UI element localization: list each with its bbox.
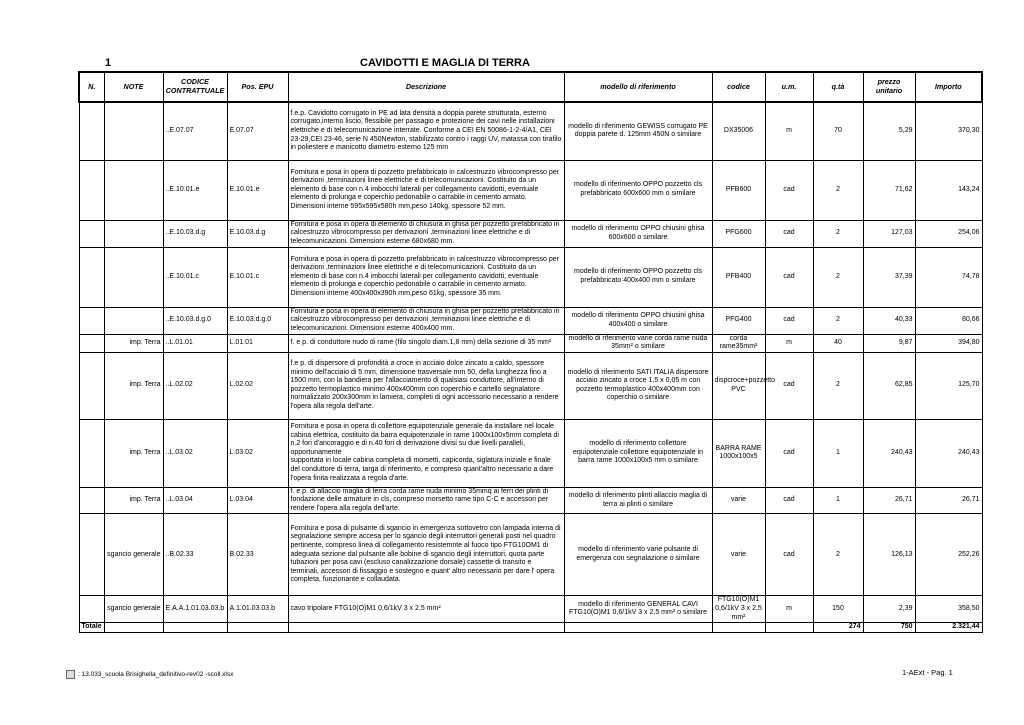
row-modello: modello di riferimento GENERAL CAVI FTG10(O)M1 0,6/1kV 3 x 2,5 mm² o similare: [564, 596, 712, 623]
row-note: sgancio generale: [104, 514, 163, 596]
table-row: [79, 352, 982, 419]
row-importo: 26,71: [915, 487, 982, 514]
header-descrizione: Descrizione: [288, 72, 564, 102]
table-row: [79, 596, 982, 623]
row-descrizione: Fornitura e posa in opera di pozzetto prefabbricato in calcestruzzo vibrocompresso per derivazioni ,terminazioni linee elettriche e di telecomunicazioni. Costituito da un elemento di base con n.4 imbocchi laterali per collegamento cavidotti, eventuale elemento di prolunga e coperchio pedonabile o carrabile in cemento armato. Dimensioni interne 400x400x390h mm,peso 61kg, spessore 35 mm.: [288, 247, 564, 307]
row-importo: 125,70: [915, 352, 982, 419]
row-prezzo: 40,33: [863, 307, 915, 334]
row-prezzo: 127,03: [863, 220, 915, 247]
row-codice-contrattuale: ..E.10.03.d.g.0: [163, 307, 227, 334]
row-codice: FTG10(O)M1 0,6/1kV 3 x 2,5 mm²: [712, 596, 765, 623]
footer-file-name: : 13.033_scuola Brisighella_definitivo-rev02 -scoll.xlsx: [78, 671, 234, 678]
row-qta: 40: [813, 334, 863, 352]
row-codice-contrattuale: ..E.07.07: [163, 102, 227, 160]
row-n: [79, 160, 104, 220]
footer-file: [66, 670, 233, 679]
table-row: [79, 160, 982, 220]
header-n: N.: [79, 72, 104, 102]
row-n: [79, 220, 104, 247]
header-codice: codice: [712, 72, 765, 102]
row-qta: 2: [813, 307, 863, 334]
table-row: [79, 514, 982, 596]
row-importo: 80,66: [915, 307, 982, 334]
row-prezzo: 62,85: [863, 352, 915, 419]
row-pos-epu: L.03.04: [227, 487, 288, 514]
header-modello: modello di riferimento: [564, 72, 712, 102]
header-pos-epu: Pos. EPU: [227, 72, 288, 102]
row-codice: DX35006: [712, 102, 765, 160]
row-modello: modello di riferimento OPPO chiusini ghisa 400x400 o similare: [564, 307, 712, 334]
row-prezzo: 5,29: [863, 102, 915, 160]
row-descrizione: f. e p. di conduttore nudo di rame (filo singolo diam.1,8 mm) della sezione di 35 mm²: [288, 334, 564, 352]
row-note: [104, 160, 163, 220]
row-codice: varie: [712, 487, 765, 514]
table-row: [79, 102, 982, 160]
row-pos-epu: L.01.01: [227, 334, 288, 352]
row-importo: 252,26: [915, 514, 982, 596]
header-um: u.m.: [765, 72, 813, 102]
row-prezzo: 9,87: [863, 334, 915, 352]
row-codice: corda rame35mm²: [712, 334, 765, 352]
total-label: Totale: [79, 623, 104, 633]
row-modello: modello di riferimento OPPO pozzetto cls prefabbricato 400x400 mm o similare: [564, 247, 712, 307]
row-codice-contrattuale: ..E.10.01.e: [163, 160, 227, 220]
row-qta: 1: [813, 487, 863, 514]
row-importo: 358,50: [915, 596, 982, 623]
row-descrizione: Fornitura e posa di pulsante di sgancio in emergenza sottovetro con lampada interna di segnalazione sempre accesa per lo sgancio degli interruttori generali posti nel quadro pertinente, compreso linea di collegamento resistemnte al fuoco tipo FTG10OM1 di adeguata sezione dal pulsante alle bobine di sgancio degli interruttori, quota parte tubazioni per posa cavi (escluso canalizzazione dorsale) cassette di transito e terminali, accessori di fissaggio e sostegno e quant' altro necessario per dare l' opera completa, funzionante e collaudata.: [288, 514, 564, 596]
row-importo: 254,06: [915, 220, 982, 247]
row-um: cad: [765, 307, 813, 334]
row-codice-contrattuale: ..L.02.02: [163, 352, 227, 419]
row-codice: PFG400: [712, 307, 765, 334]
row-qta: 2: [813, 352, 863, 419]
table-row: [79, 307, 982, 334]
cost-table: [78, 71, 983, 633]
row-modello: modello di riferimento SATI ITALIA dispersore acciaio zincato a croce 1,5 x 0,05 m con pozzetto termoplastico 400x400mm con coperchio o similare: [564, 352, 712, 419]
row-descrizione: Fornitura e posa in opera di pozzetto prefabbricato in calcestruzzo vibrocompresso per derivazioni ,terminazioni linee elettriche e di telecomunicazioni. Costituito da un elemento di base con n.4 imbocchi laterali per collegamento cavidotti, eventuale elemento di prolunga e coperchio pedonabile o carrabile in cemento armato. Dimensioni interne 595x595x580h mm,peso 140kg, spessore 52 mm.: [288, 160, 564, 220]
table-row: [79, 334, 982, 352]
row-um: cad: [765, 514, 813, 596]
row-modello: modello di riferimento collettore equipotenziale collettore equipotenziale in barra rame 1000x100x5 mm o similare: [564, 419, 712, 487]
row-modello: modello di riferimento OPPO pozzetto cls prefabbricato 600x600 mm o similare: [564, 160, 712, 220]
row-prezzo: 2,39: [863, 596, 915, 623]
row-modello: modello di riferimento varie corda rame nuda 35mm² o similare: [564, 334, 712, 352]
row-modello: modello di riferimento OPPO chiusini ghisa 600x600 o similare: [564, 220, 712, 247]
row-n: [79, 352, 104, 419]
row-n: [79, 596, 104, 623]
row-descrizione: Fornitura e posa in opera di elemento di chiusura in ghisa per pozzetto prefabbricato in calcestruzzo vibrocompresso per derivazioni ,terminazioni linee elettriche e di telecomunicazioni. Dimensioni esterne 400x400 mm.: [288, 307, 564, 334]
row-um: cad: [765, 220, 813, 247]
header-qta: q.tà: [813, 72, 863, 102]
table-body: [79, 102, 982, 623]
row-codice-contrattuale: ..L.03.02: [163, 419, 227, 487]
row-importo: 394,80: [915, 334, 982, 352]
footer-page-label: 1-AExt - Pag. 1: [902, 668, 953, 677]
row-um: cad: [765, 487, 813, 514]
row-note: imp. Terra: [104, 352, 163, 419]
row-descrizione: f.e.p. Cavidotto corrugato in PE ad lata densità a doppia parete strutturata, esterno corrugato,interno liscio, flessibile per passagio e protezione dei cavi nelle installazioni elettriche e di telecomunicazione interrate. Conforme a CEI EN 50086-1-2-4/A1, CEI 23-29,CEI 23-46, serie N 450Newton, stabilizzato contro i raggi UV, matassa con tirafilo in poliestere e manicotto diametro esterno 125 mm: [288, 102, 564, 160]
row-um: m: [765, 334, 813, 352]
row-um: cad: [765, 419, 813, 487]
row-qta: 1: [813, 419, 863, 487]
row-codice-contrattuale: ..L.03.04: [163, 487, 227, 514]
row-note: imp. Terra: [104, 419, 163, 487]
row-um: cad: [765, 160, 813, 220]
row-note: [104, 102, 163, 160]
row-n: [79, 102, 104, 160]
row-pos-epu: E.10.03.d.g: [227, 220, 288, 247]
row-pos-epu: B.02.33: [227, 514, 288, 596]
row-modello: modello di riferimento GEWISS corrugato PE doppia parete d. 125mm 450N o similare: [564, 102, 712, 160]
row-descrizione: cavo tripolare FTG10(O)M1 0,6/1kV 3 x 2,5 mm²: [288, 596, 564, 623]
row-pos-epu: L.03.02: [227, 419, 288, 487]
row-codice-contrattuale: ..B.02.33: [163, 514, 227, 596]
row-prezzo: 71,62: [863, 160, 915, 220]
row-note: sgancio generale: [104, 596, 163, 623]
row-codice-contrattuale: ..E.10.03.d.g: [163, 220, 227, 247]
row-codice: BARRA RAME 1000x100x5: [712, 419, 765, 487]
row-note: imp. Terra: [104, 487, 163, 514]
row-um: cad: [765, 352, 813, 419]
row-note: [104, 247, 163, 307]
row-codice: PFB400: [712, 247, 765, 307]
row-importo: 240,43: [915, 419, 982, 487]
row-qta: 70: [813, 102, 863, 160]
row-n: [79, 514, 104, 596]
row-modello: modello di riferimento plinti allaccio maglia di terra ai plinti o similare: [564, 487, 712, 514]
row-n: [79, 487, 104, 514]
row-importo: 370,30: [915, 102, 982, 160]
table-row: [79, 220, 982, 247]
row-codice-contrattuale: E.A.A.1.01.03.03.b: [163, 596, 227, 623]
header-note: NOTE: [104, 72, 163, 102]
total-row: [79, 623, 982, 633]
row-um: m: [765, 596, 813, 623]
row-note: imp. Terra: [104, 334, 163, 352]
total-qta: 274: [813, 623, 863, 633]
row-prezzo: 37,39: [863, 247, 915, 307]
total-prezzo: 750: [863, 623, 915, 633]
row-pos-epu: A.1.01.03.03.b: [227, 596, 288, 623]
row-descrizione: Fornitura e posa in opera di collettore equipotenziale generale da installare nel locale cabina elettrica, costituito da barra equipotenziale in rame 1000x100x5mm completa di n.2 fori d'ancoraggio e di n.40 fori di derivazione divisi su due livelli paralleli, opportunamente supportata in locale cabina completa di morsetti, capicorda, siglatura iniziale e finale del conduttore di terra, targa di riferimento, e compreso quant'altro necessario a dare l'opera finita realizzata a regola d'arte.: [288, 419, 564, 487]
row-qta: 2: [813, 247, 863, 307]
document-title: CAVIDOTTI E MAGLIA DI TERRA: [360, 57, 530, 69]
row-pos-epu: E.10.03.d.g.0: [227, 307, 288, 334]
row-descrizione: Fornitura e posa in opera di elemento di chiusura in ghisa per pozzetto prefabbricato in calcestruzzo vibrocompresso per derivazioni ,terminazioni linee elettriche e di telecomunicazioni. Dimensioni esterne 680x680 mm.: [288, 220, 564, 247]
row-prezzo: 240,43: [863, 419, 915, 487]
row-codice-contrattuale: ..L.01.01: [163, 334, 227, 352]
row-pos-epu: E.07.07: [227, 102, 288, 160]
file-icon: [66, 670, 75, 679]
page-number: 1: [105, 57, 112, 69]
table-row: [79, 419, 982, 487]
row-codice: varie: [712, 514, 765, 596]
table-row: [79, 487, 982, 514]
row-um: m: [765, 102, 813, 160]
row-qta: 2: [813, 220, 863, 247]
row-pos-epu: E.10.01.c: [227, 247, 288, 307]
row-qta: 2: [813, 514, 863, 596]
row-um: cad: [765, 247, 813, 307]
row-n: [79, 307, 104, 334]
total-importo: 2.321,44: [915, 623, 982, 633]
row-qta: 2: [813, 160, 863, 220]
row-prezzo: 26,71: [863, 487, 915, 514]
row-n: [79, 247, 104, 307]
row-note: [104, 220, 163, 247]
row-prezzo: 126,13: [863, 514, 915, 596]
row-importo: 143,24: [915, 160, 982, 220]
row-codice: PFG600: [712, 220, 765, 247]
row-descrizione: f. e p. di allaccio maglia di terra corda rame nuda minimo 35mmq ai ferri dei plinti di fondazione delle armature in cls, compreso morsetto rame tipo C-C e accessori per rendere l'opera alla regola dell'arte.: [288, 487, 564, 514]
header-codice-contrattuale: CODICE CONTRATTUALE: [163, 72, 227, 102]
row-codice: PFB600: [712, 160, 765, 220]
row-codice: dispcroce+pozzetto PVC: [712, 352, 765, 419]
header-prezzo: prezzo unitario: [863, 72, 915, 102]
row-codice-contrattuale: ..E.10.01.c: [163, 247, 227, 307]
row-pos-epu: L.02.02: [227, 352, 288, 419]
row-n: [79, 419, 104, 487]
row-qta: 150: [813, 596, 863, 623]
row-modello: modello di riferimento varie pulsante di emergenza con segnalazione o similare: [564, 514, 712, 596]
row-note: [104, 307, 163, 334]
row-importo: 74,78: [915, 247, 982, 307]
table-row: [79, 247, 982, 307]
row-descrizione: f.e p. di dispersore di profondità a croce in acciaio dolce zincato a caldo, spessore minimo dell'acciaio di 5 mm, dimensione trasversale mm 50, della lunghezza fino a 1500 mm, con la bandiera per l'allacciamento di qualsiasi conduttore, all'interno di pozzetto termoplastico minimo 400x400mm con coperchio e cartello segnalatore normalizzato 200x300mm in lamiera, completi di ogni accessorio necessario a rendere l'opera alla regola dell'arte.: [288, 352, 564, 419]
row-n: [79, 334, 104, 352]
header-importo: Importo: [915, 72, 982, 102]
header-row: [79, 72, 982, 102]
row-pos-epu: E.10.01.e: [227, 160, 288, 220]
